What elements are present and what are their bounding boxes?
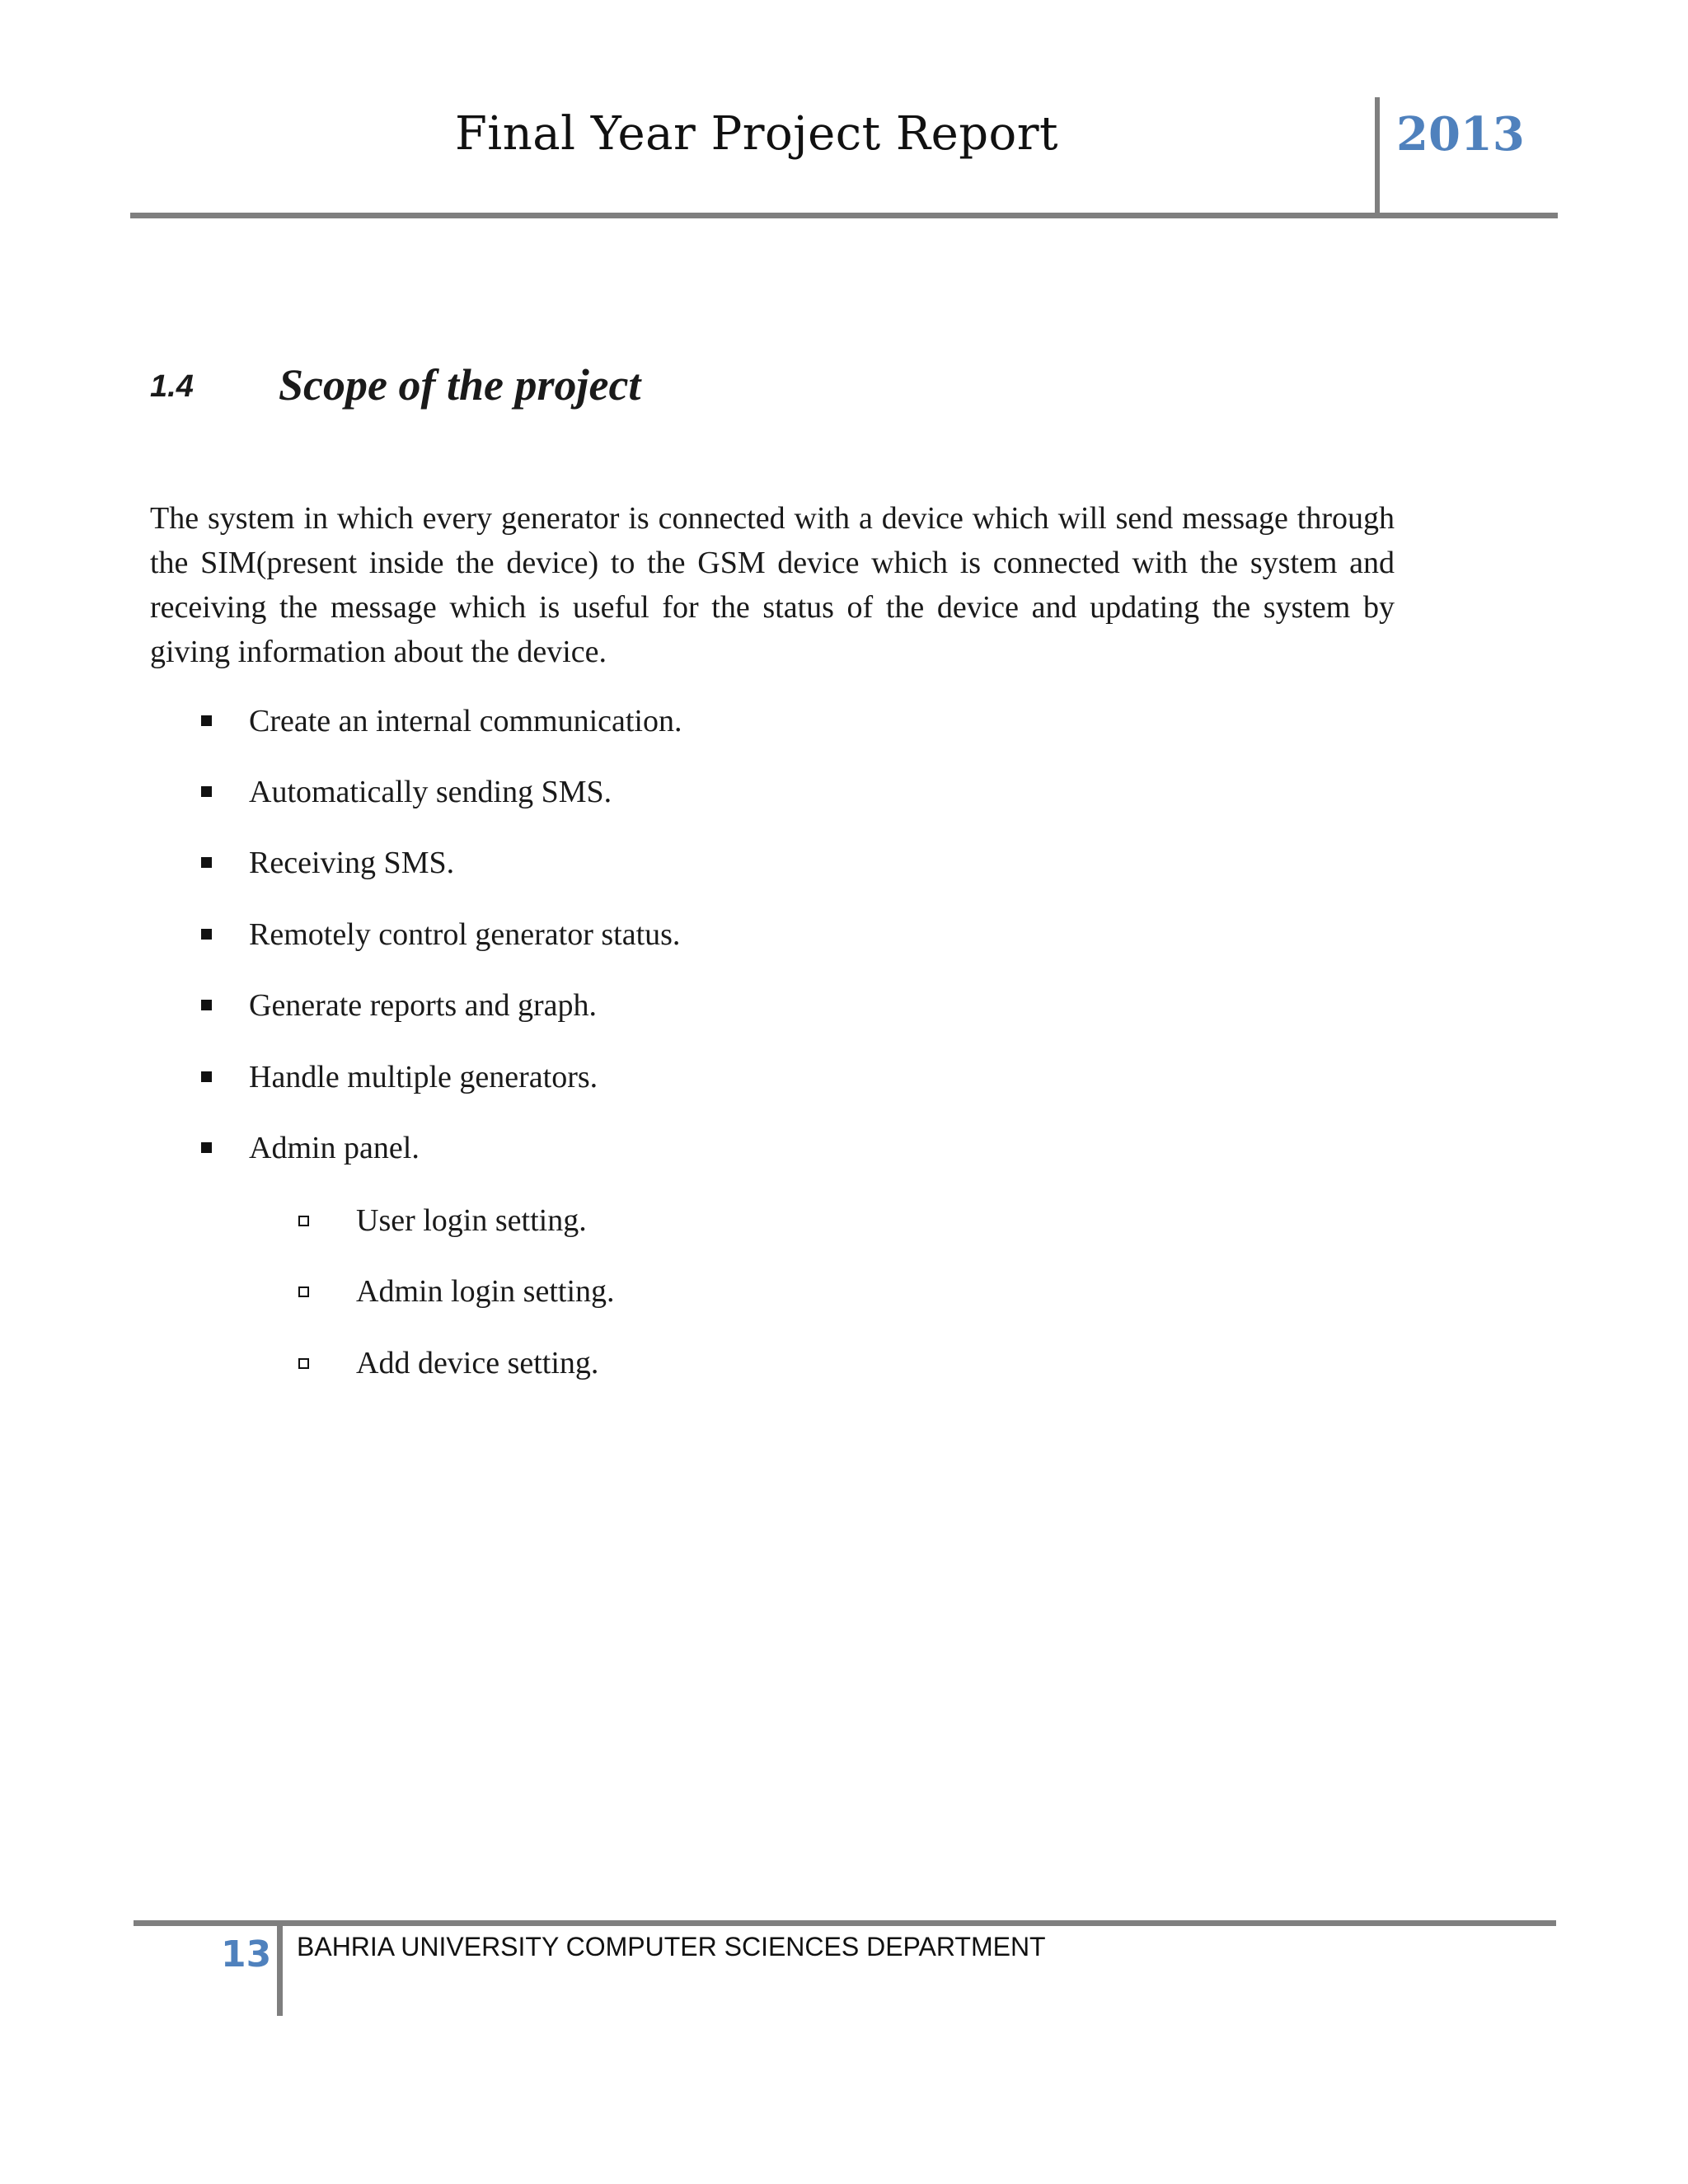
sub-list-item-text: User login setting. <box>356 1203 587 1238</box>
list-item-text: Generate reports and graph. <box>249 988 598 1023</box>
header-rule <box>130 213 1558 218</box>
square-bullet-icon <box>201 1071 212 1082</box>
footer-department: BAHRIA UNIVERSITY COMPUTER SCIENCES DEPARTMENT <box>297 1932 1046 1961</box>
hollow-square-bullet-icon <box>298 1286 309 1297</box>
sub-list-item-text: Admin login setting. <box>356 1274 615 1309</box>
list-item-text: Receiving SMS. <box>249 846 455 880</box>
square-bullet-icon <box>201 857 212 868</box>
section-number: 1.4 <box>150 369 194 404</box>
hollow-square-bullet-icon <box>298 1216 309 1226</box>
square-bullet-icon <box>201 786 212 797</box>
list-item-text: Remotely control generator status. <box>249 917 681 952</box>
list-item-text: Create an internal communication. <box>249 704 682 738</box>
square-bullet-icon <box>201 1000 212 1010</box>
list-item-text: Automatically sending SMS. <box>249 775 612 809</box>
header-year: 2013 <box>1396 107 1525 162</box>
list-item-text: Handle multiple generators. <box>249 1060 598 1094</box>
square-bullet-icon <box>201 715 212 726</box>
section-title: Scope of the project <box>279 360 641 410</box>
footer-divider <box>277 1924 283 2016</box>
footer-rule <box>134 1920 1556 1926</box>
body-paragraph: The system in which every generator is connected with a device which will send message through the SIM(present inside the device) to the GSM device which is connected with the system and receiving the message which is useful for the status of the device and updating the system by giving information about the device. <box>150 501 1395 669</box>
square-bullet-icon <box>201 929 212 940</box>
hollow-square-bullet-icon <box>298 1358 309 1369</box>
list-item-text: Admin panel. <box>249 1131 420 1165</box>
page-number: 13 <box>221 1933 272 1975</box>
header-divider <box>1375 97 1380 218</box>
square-bullet-icon <box>201 1142 212 1153</box>
sub-list-item-text: Add device setting. <box>356 1346 599 1380</box>
header-title: Final Year Project Report <box>454 107 1059 161</box>
